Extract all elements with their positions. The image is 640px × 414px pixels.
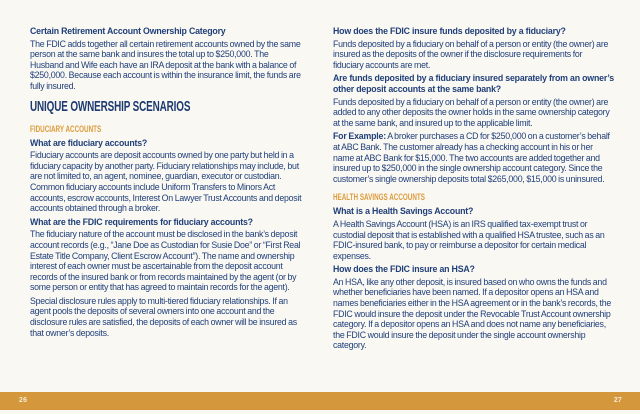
body-paragraph: The FDIC adds together all certain retirement accounts owned by the same person at the same bank and insures the total up to $250,000. The Husband and Wife each have an IRA deposit at the bank with a balance of $250,000. Because each account is within the insurance limit, the funds are fully insured. xyxy=(30,38,301,91)
question-heading: What is a Health Savings Account? xyxy=(333,206,474,217)
page-number-left: 26 xyxy=(19,397,28,404)
kicker-health-savings-accounts: HEALTH SAVINGS ACCOUNTS xyxy=(333,192,425,203)
question-heading: Are funds deposited by a fiduciary insured separately from an owner’s other deposit accounts at the same bank? xyxy=(333,73,614,94)
right-page-column xyxy=(333,26,614,354)
example-text: A broker purchases a CD for $250,000 on a customer’s behalf at ABC Bank. The customer already has a checking account in his or her name at ABC Bank for $15,000. The two accounts are added together and insured up to $250,000 in the single ownership account category. Since the customer’s single ownership deposits total $265,000, $15,000 is uninsured. xyxy=(333,131,610,184)
kicker-fiduciary-accounts: FIDUCIARY ACCOUNTS xyxy=(30,123,102,134)
question-heading: How does the FDIC insure an HSA? xyxy=(333,264,475,275)
example-paragraph xyxy=(333,131,614,184)
section-heading-retirement: Certain Retirement Account Ownership Category xyxy=(30,26,226,36)
body-paragraph: An HSA, like any other deposit, is insured based on who owns the funds and whether beneficiaries have been named. If a depositor opens an HSA and names beneficiaries either in the HSA agreement or in the bank’s records, the FDIC would insure the deposit under the Revocable Trust Account ownership category. If a depositor opens an HSA and does not name any beneficiaries, the FDIC would insure the deposit under the single account ownership category. xyxy=(333,276,611,351)
footer-bar xyxy=(0,392,640,410)
body-paragraph: Special disclosure rules apply to multi-tiered fiduciary relationships. If an agent pools the deposits of several owners into one account and the disclosure rules are satisfied, the deposits of each owner will be insured as that owner’s deposits. xyxy=(30,295,297,338)
question-heading: How does the FDIC insure funds deposited by a fiduciary? xyxy=(333,26,566,36)
question-heading: What are the FDIC requirements for fiduciary accounts? xyxy=(30,216,253,227)
left-page-column xyxy=(30,26,303,341)
page-number-right: 27 xyxy=(613,397,622,404)
display-heading-unique-ownership: UNIQUE OWNERSHIP SCENARIOS xyxy=(30,97,191,115)
body-paragraph: A Health Savings Account (HSA) is an IRS qualified tax-exempt trust or custodial deposit that is established with a qualified HSA trustee, such as an FDIC-insured bank, to pay or reimburse a depositor for certain medical expenses. xyxy=(333,218,605,261)
question-heading: What are fiduciary accounts? xyxy=(30,137,148,148)
body-paragraph: The fiduciary nature of the account must be disclosed in the bank’s deposit account records (e.g., “Jane Doe as Custodian for Susie Doe” or “First Real Estate Title Company, Client Escrow Account”). The name and ownership interest of each owner must be ascertainable from the deposit account records of the insured bank or from records maintained by the agent (or by some person or entity that has agreed to maintain records for the agent). xyxy=(30,229,301,293)
body-paragraph: Fiduciary accounts are deposit accounts owned by one party but held in a fiduciary capacity by another party. Fiduciary relationships may include, but are not limited to, an agent, nominee, guardian, executor or custodian. Common fiduciary accounts include Uniform Transfers to Minors Act accounts, escrow accounts, Interest On Lawyer Trust Accounts and deposit accounts obtained through a broker. xyxy=(30,150,302,214)
body-paragraph: Funds deposited by a fiduciary on behalf of a person or entity (the owner) are insured as the deposits of the owner if the disclosure requirements for fiduciary accounts are met. xyxy=(333,38,609,70)
example-label: For Example: xyxy=(333,131,386,142)
body-paragraph: Funds deposited by a fiduciary on behalf of a person or entity (the owner) are added to any other deposits the owner holds in the same ownership category at the same bank, and insured up to the applicable limit. xyxy=(333,96,610,128)
